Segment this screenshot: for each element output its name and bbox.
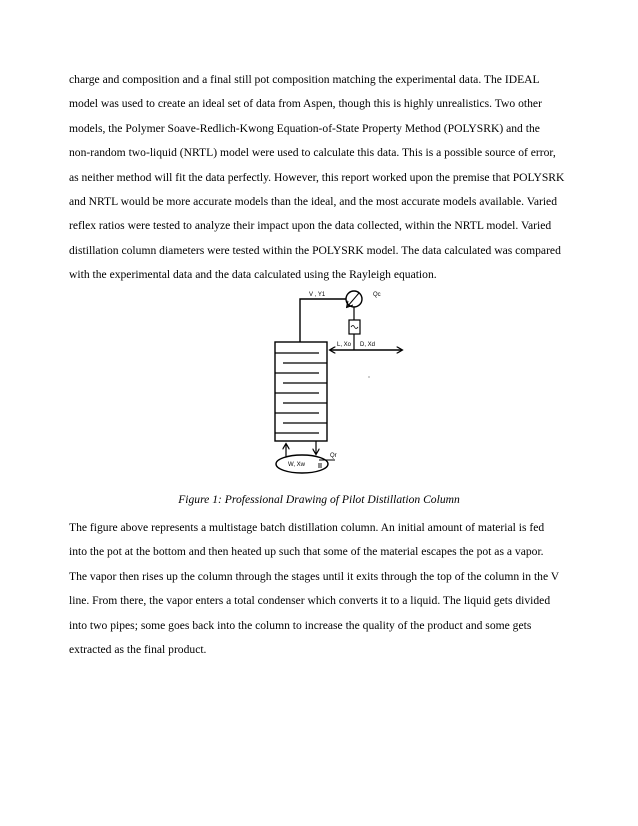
text-line: extracted as the final product.: [69, 643, 207, 657]
text-line: reflex ratios were tested to analyze their impact upon the data collected, within the NRTL model. Varied: [69, 219, 552, 233]
condenser-duty-label: Qc: [373, 292, 381, 298]
body-paragraph-2: [69, 516, 569, 662]
text-line: charge and composition and a final still pot composition matching the experimental data. The IDEAL: [69, 73, 540, 86]
text-line: non-random two-liquid (NRTL) model were used to calculate this data. This is a possible source of error,: [69, 146, 556, 160]
figure-caption: Figure 1: Professional Drawing of Pilot Distillation Column: [178, 493, 460, 506]
bottoms-label: W, Xw: [288, 462, 306, 468]
text-line: with the experimental data and the data calculated using the Rayleigh equation.: [69, 268, 437, 282]
text-line: line. From there, the vapor enters a total condenser which converts it to a liquid. The liquid gets divided: [69, 594, 551, 608]
reflux-label: L, Xo: [337, 342, 352, 348]
vapor-line: [300, 299, 346, 342]
column-body: [275, 342, 327, 441]
text-line: The vapor then rises up the column through the stages until it exits through the top of the column in the V: [69, 569, 560, 583]
text-line: distillation column diameters were tested within the POLYSRK model. The data calculated was compared: [69, 243, 561, 257]
reboiler-duty-label: Qr: [330, 453, 337, 459]
stray-dot: [368, 376, 369, 377]
text-line: and NRTL would be more accurate models than the ideal, and the most accurate models available. Varied: [69, 195, 557, 209]
text-line: as neither method will fit the data perfectly. However, this report worked upon the premise that POLYSRK: [69, 170, 565, 184]
distillate-label: D, Xd: [360, 342, 376, 348]
drum-wave: [351, 326, 358, 329]
condenser-arrow: [347, 293, 359, 307]
text-line: into the pot at the bottom and then heated up such that some of the material escapes the pot as a vapor.: [69, 545, 544, 559]
text-line: into two pipes; some goes back into the column to increase the quality of the product and some gets: [69, 618, 532, 632]
column-trays: [275, 353, 327, 433]
distillation-column-diagram: [255, 280, 415, 475]
body-paragraph-1: [69, 68, 569, 288]
text-line: model was used to create an ideal set of data from Aspen, though this is highly unrealistics. Two other: [69, 97, 542, 111]
text-line: models, the Polymer Soave-Redlich-Kwong Equation-of-State Property Method (POLYSRK) and the: [69, 121, 540, 135]
reboiler-coil: [319, 463, 321, 468]
text-line: The figure above represents a multistage batch distillation column. An initial amount of material is fed: [69, 521, 545, 534]
vapor-label: V , Y1: [309, 292, 326, 298]
